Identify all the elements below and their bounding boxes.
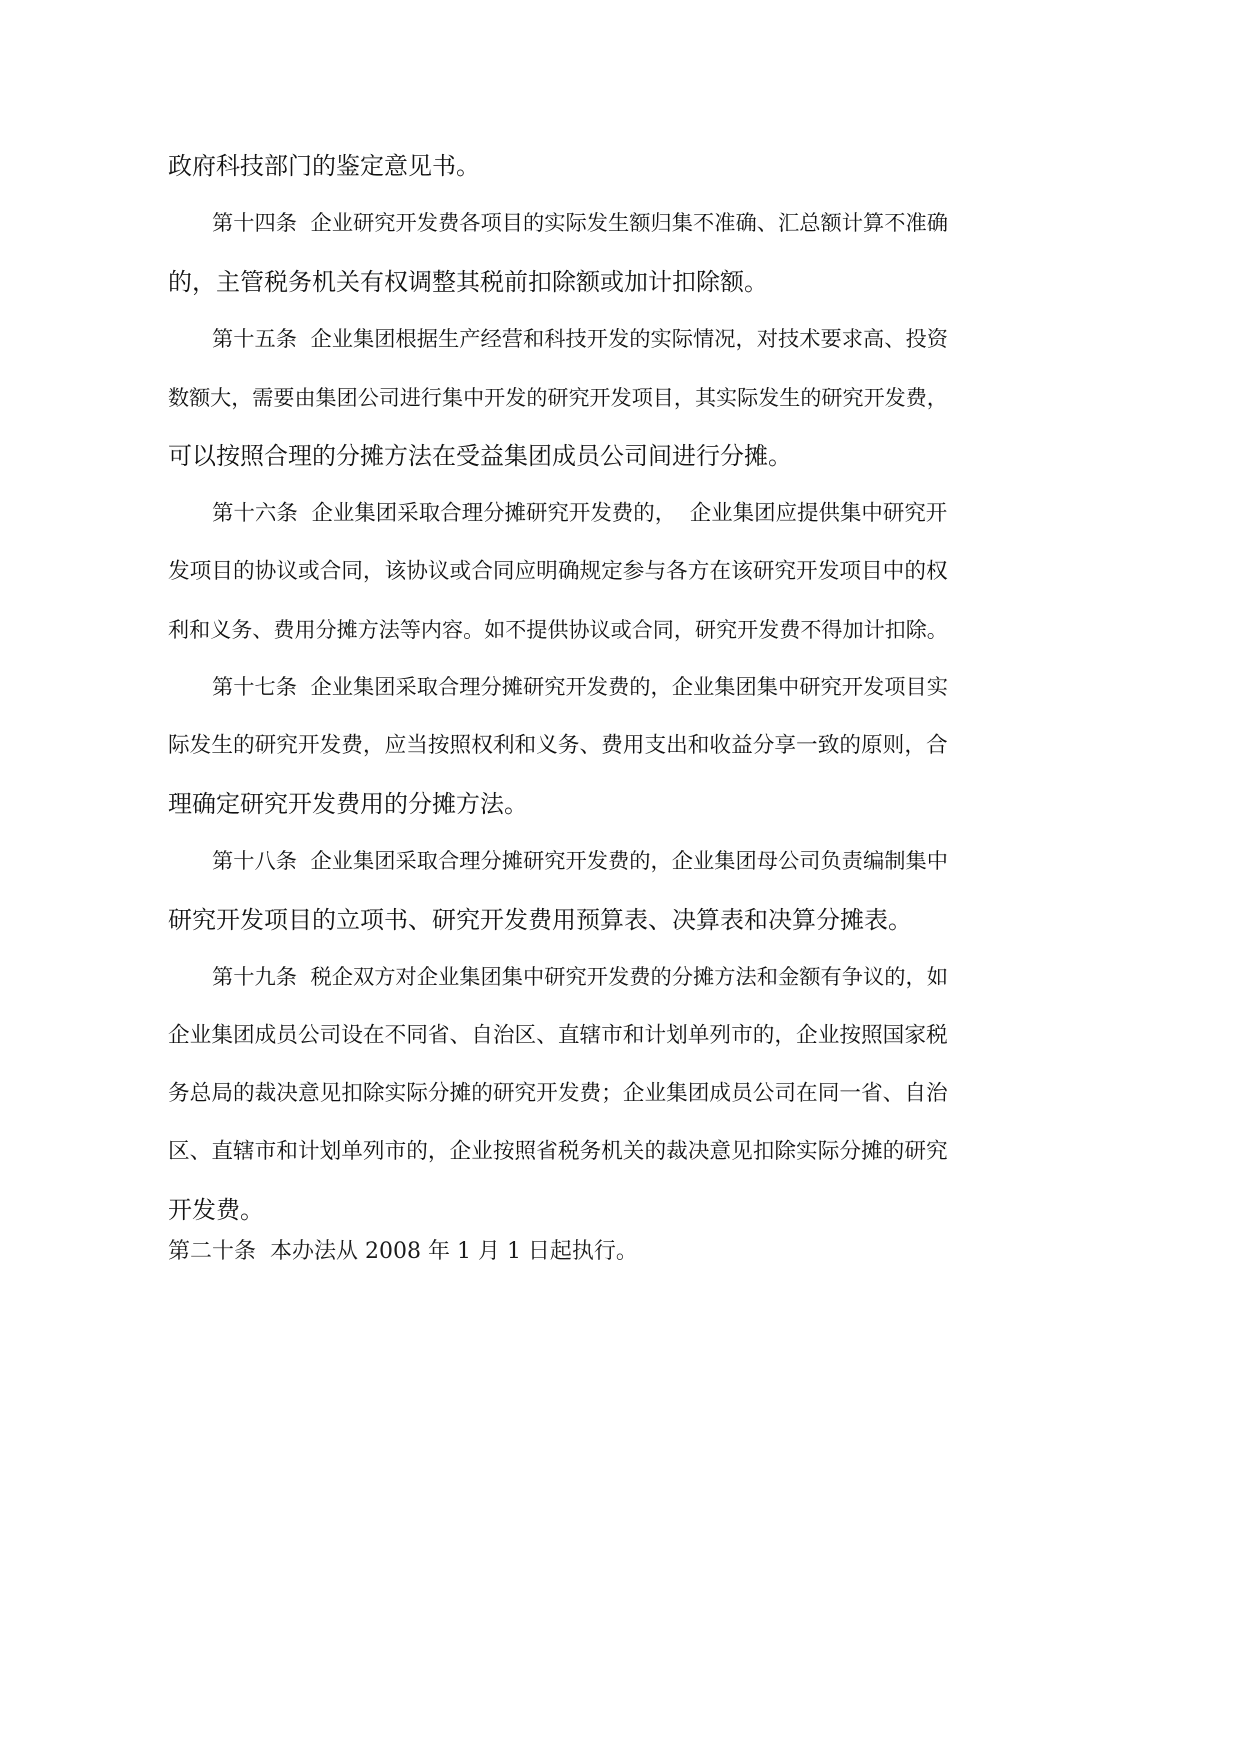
- article-20-line-1: 第二十条 本办法从 2008 年 1 月 1 日起执行。: [168, 1239, 638, 1264]
- text-line: 政府科技部门的鉴定意见书。: [168, 152, 480, 180]
- article-14-line-2: 的，主管税务机关有权调整其税前扣除额或加计扣除额。: [168, 268, 768, 296]
- article-15-line-3: 可以按照合理的分摊方法在受益集团成员公司间进行分摊。: [168, 442, 792, 470]
- article-19-line-2: 企业集团成员公司设在不同省、自治区、直辖市和计划单列市的，企业按照国家税: [168, 1023, 948, 1048]
- article-19-line-5: 开发费。: [168, 1196, 264, 1224]
- article-17-line-2: 际发生的研究开发费，应当按照权利和义务、费用支出和收益分享一致的原则，合: [168, 733, 948, 758]
- article-19-line-1: 第十九条 税企双方对企业集团集中研究开发费的分摊方法和金额有争议的，如: [212, 965, 949, 990]
- article-19-line-3: 务总局的裁决意见扣除实际分摊的研究开发费；企业集团成员公司在同一省、自治: [168, 1081, 948, 1106]
- article-16-line-1: 第十六条 企业集团采取合理分摊研究开发费的， 企业集团应提供集中研究开: [212, 501, 948, 526]
- article-15-line-2: 数额大，需要由集团公司进行集中开发的研究开发项目，其实际发生的研究开发费，: [168, 385, 948, 410]
- article-17-line-3: 理确定研究开发费用的分摊方法。: [168, 790, 528, 818]
- article-17-line-1: 第十七条 企业集团采取合理分摊研究开发费的，企业集团集中研究开发项目实: [212, 675, 949, 700]
- article-14-line-1: 第十四条 企业研究开发费各项目的实际发生额归集不准确、汇总额计算不准确: [212, 211, 949, 236]
- article-19-line-4: 区、直辖市和计划单列市的，企业按照省税务机关的裁决意见扣除实际分摊的研究: [168, 1139, 948, 1164]
- article-18-line-2: 研究开发项目的立项书、研究开发费用预算表、决算表和决算分摊表。: [168, 906, 912, 934]
- article-16-line-2: 发项目的协议或合同，该协议或合同应明确规定参与各方在该研究开发项目中的权: [168, 559, 948, 584]
- article-16-line-3: 利和义务、费用分摊方法等内容。如不提供协议或合同，研究开发费不得加计扣除。: [168, 617, 948, 642]
- article-18-line-1: 第十八条 企业集团采取合理分摊研究开发费的，企业集团母公司负责编制集中: [212, 849, 949, 874]
- article-15-line-1: 第十五条 企业集团根据生产经营和科技开发的实际情况，对技术要求高、投资: [212, 327, 949, 352]
